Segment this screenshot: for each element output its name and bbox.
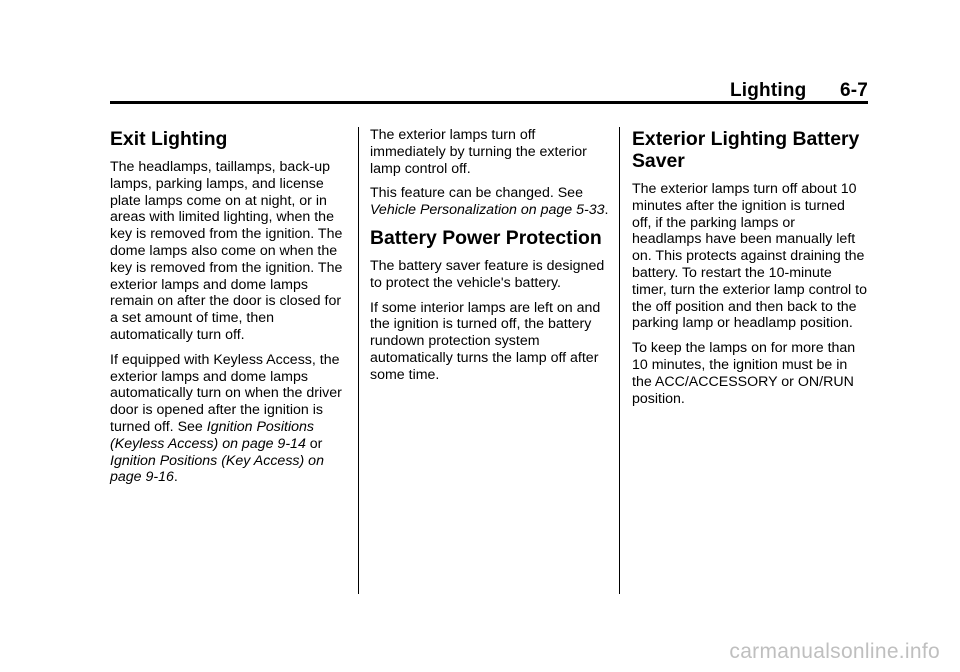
running-header bbox=[730, 80, 868, 102]
xref-ignition-keyless[interactable]: Ignition Positions (Keyless Access) on page 9-14 bbox=[110, 418, 315, 452]
column-exterior-battery-saver bbox=[632, 128, 868, 415]
paragraph-text: This feature can be changed. See bbox=[370, 185, 583, 202]
paragraph-rundown-protection: If some interior lamps are left on and the ignition is turned off, the battery rundown protection system automatically turns the lamp off after some time. bbox=[370, 299, 601, 383]
xref-vehicle-personalization[interactable]: Vehicle Personalization on page 5-33 bbox=[370, 202, 605, 219]
paragraph-text: . bbox=[173, 469, 178, 486]
paragraph-exit-lighting-2 bbox=[110, 352, 352, 486]
paragraph-text: or bbox=[305, 435, 323, 452]
paragraph-exterior-saver-2: To keep the lamps on for more than 10 minutes, the ignition must be in the ACC/ACCESSORY or ON/RUN position. bbox=[632, 340, 856, 407]
paragraph-exit-lighting-3: The exterior lamps turn off immediately by turning the exterior lamp control off. bbox=[370, 127, 587, 177]
paragraph-text: . bbox=[604, 202, 609, 219]
column-exit-lighting bbox=[110, 128, 352, 494]
heading-battery-power-protection: Battery Power Protection bbox=[370, 226, 602, 249]
section-title: Lighting bbox=[729, 80, 807, 101]
column-divider bbox=[619, 127, 620, 594]
paragraph-exterior-saver-1: The exterior lamps turn off about 10 minutes after the ignition is turned off, if the parking lamps or headlamps have been manually left on. This protects against draining the battery. To restart the 10-minute timer, turn the exterior lamp control to the off position and then back to the parking lamp or headlamp position. bbox=[632, 181, 867, 332]
column-battery-power bbox=[370, 127, 610, 392]
paragraph-feature-change bbox=[370, 185, 610, 219]
paragraph-battery-saver: The battery saver feature is designed to protect the vehicle's battery. bbox=[370, 257, 605, 291]
page-number: 6-7 bbox=[839, 80, 868, 101]
paragraph-text: If equipped with Keyless Access, the exterior lamps and dome lamps automatically turn on when the driver door is opened after the ignition is turned off. See bbox=[110, 351, 342, 435]
xref-ignition-key-access[interactable]: Ignition Positions (Key Access) on page 9-16 bbox=[110, 452, 324, 486]
heading-exterior-lighting-battery-saver: Exterior Lighting Battery Saver bbox=[632, 128, 860, 172]
header-rule bbox=[110, 101, 868, 104]
paragraph-exit-lighting-1: The headlamps, taillamps, back-up lamps, parking lamps, and license plate lamps come on at night, or in areas with limited lighting, when the key is removed from the ignition. The dome lamps also come on when the key is removed from the ignition. The exterior lamps and dome lamps remain on after the door is closed for a set amount of time, then automatically turn off. bbox=[110, 159, 343, 343]
column-divider bbox=[358, 127, 359, 594]
watermark: carmanualsonline.info bbox=[729, 640, 940, 663]
heading-exit-lighting: Exit Lighting bbox=[110, 128, 228, 150]
